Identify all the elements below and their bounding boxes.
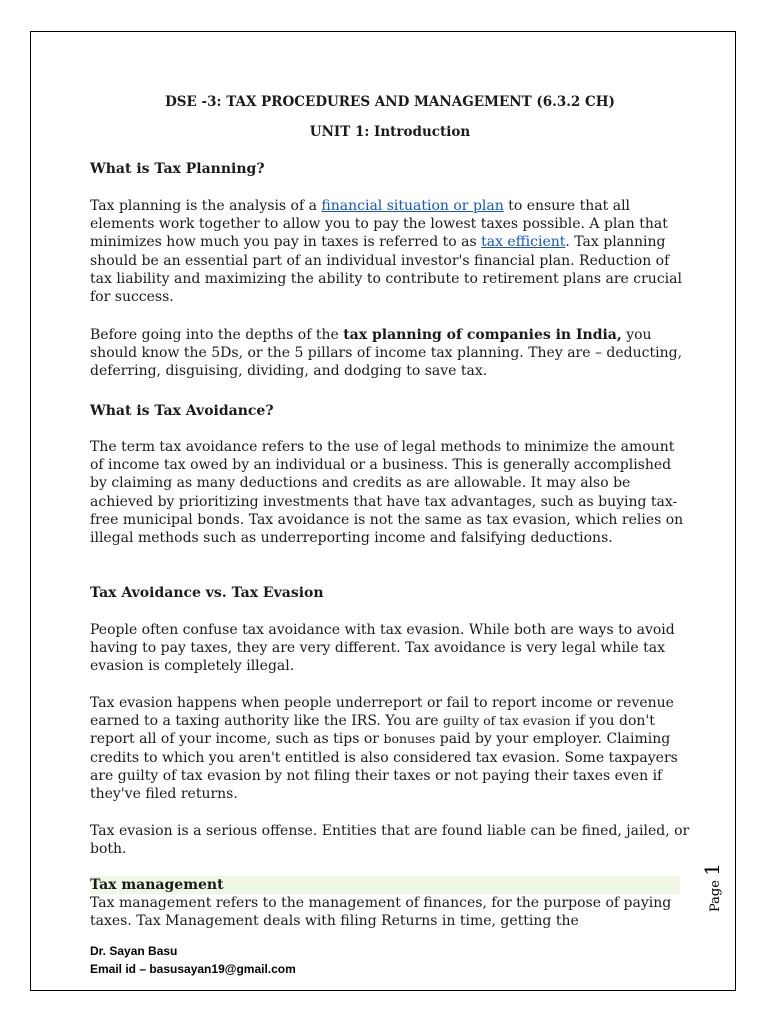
small-text: bonuses	[383, 731, 436, 747]
footer-author: Dr. Sayan Basu	[90, 944, 178, 958]
heading-tax-management	[90, 876, 690, 894]
text-fragment: Before going into the depths of the	[90, 327, 344, 343]
text-fragment: you should know the 5Ds, or the 5 pillars of income tax planning. They are – deducting, deferring, disguising, dividing, and dodging to save tax.	[90, 327, 683, 380]
heading-tax-avoidance: What is Tax Avoidance?	[90, 403, 274, 419]
page-number: 1	[700, 863, 724, 876]
text-fragment: if you don't report all of your income, such as tips or	[90, 713, 655, 748]
paragraph-tax-planning-2	[90, 326, 690, 381]
page-word: Page	[708, 880, 723, 912]
small-text: guilty of tax evasion	[443, 713, 571, 729]
document-title: DSE -3: TAX PROCEDURES AND MANAGEMENT (6.3.2 CH)	[165, 94, 615, 110]
paragraph-avoidance-vs-evasion-2	[90, 694, 690, 803]
heading-tax-planning: What is Tax Planning?	[90, 161, 265, 177]
link-tax-efficient[interactable]: tax efficient	[481, 234, 566, 251]
paragraph-tax-avoidance: The term tax avoidance refers to the use of legal methods to minimize the amount of income tax owed by an individual or a business. This is generally accomplished by claiming as many deductions and credits as are allowable. It may also be achieved by prioritizing investments that have tax advantages, such as buying tax-free municipal bonds. Tax avoidance is not the same as tax evasion, which relies on illegal methods such as underreporting income and falsifying deductions.	[90, 439, 684, 547]
paragraph-tax-management: Tax management refers to the management of finances, for the purpose of paying taxes. Tax Management deals with filing Returns in time, getting the	[90, 895, 672, 930]
bold-text: tax planning of companies in India,	[343, 327, 622, 343]
text-fragment: . Tax planning should be an essential part of an individual investor's financial plan. Reduction of tax liability and maximizing the ability to contribute to retirement plans are crucial for success.	[90, 234, 682, 306]
paragraph-avoidance-vs-evasion-3: Tax evasion is a serious offense. Entities that are found liable can be fined, jailed, or both.	[90, 823, 690, 858]
text-fragment: Tax planning is the analysis of a	[90, 198, 322, 214]
unit-title: UNIT 1: Introduction	[309, 124, 471, 140]
paragraph-avoidance-vs-evasion-1: People often confuse tax avoidance with tax evasion. While both are ways to avoid having to pay taxes, they are very different. Tax avoidance is very legal while tax evasion is completely illegal.	[90, 622, 675, 675]
text-fragment: to ensure that all elements work together to allow you to pay the lowest taxes possible. A plan that minimizes how much you pay in taxes is referred to as	[90, 198, 668, 251]
paragraph-tax-planning-1	[90, 197, 690, 306]
text-fragment: Tax evasion happens when people underreport or fail to report income or revenue earned to a taxing authority like the IRS. You are	[90, 695, 674, 730]
page-number-label	[700, 863, 724, 912]
link-financial-situation[interactable]: financial situation or plan	[321, 198, 504, 214]
highlighted-heading: Tax management	[90, 876, 680, 894]
footer	[90, 942, 296, 978]
footer-email: Email id – basusayan19@gmail.com	[90, 962, 296, 976]
text-fragment: paid by your employer. Claiming credits to which you aren't entitled is also considered tax evasion. Some taxpayers are guilty of tax evasion by not filing their taxes or not paying their taxes even if they've filed returns.	[90, 731, 678, 803]
heading-avoidance-vs-evasion: Tax Avoidance vs. Tax Evasion	[90, 585, 324, 601]
